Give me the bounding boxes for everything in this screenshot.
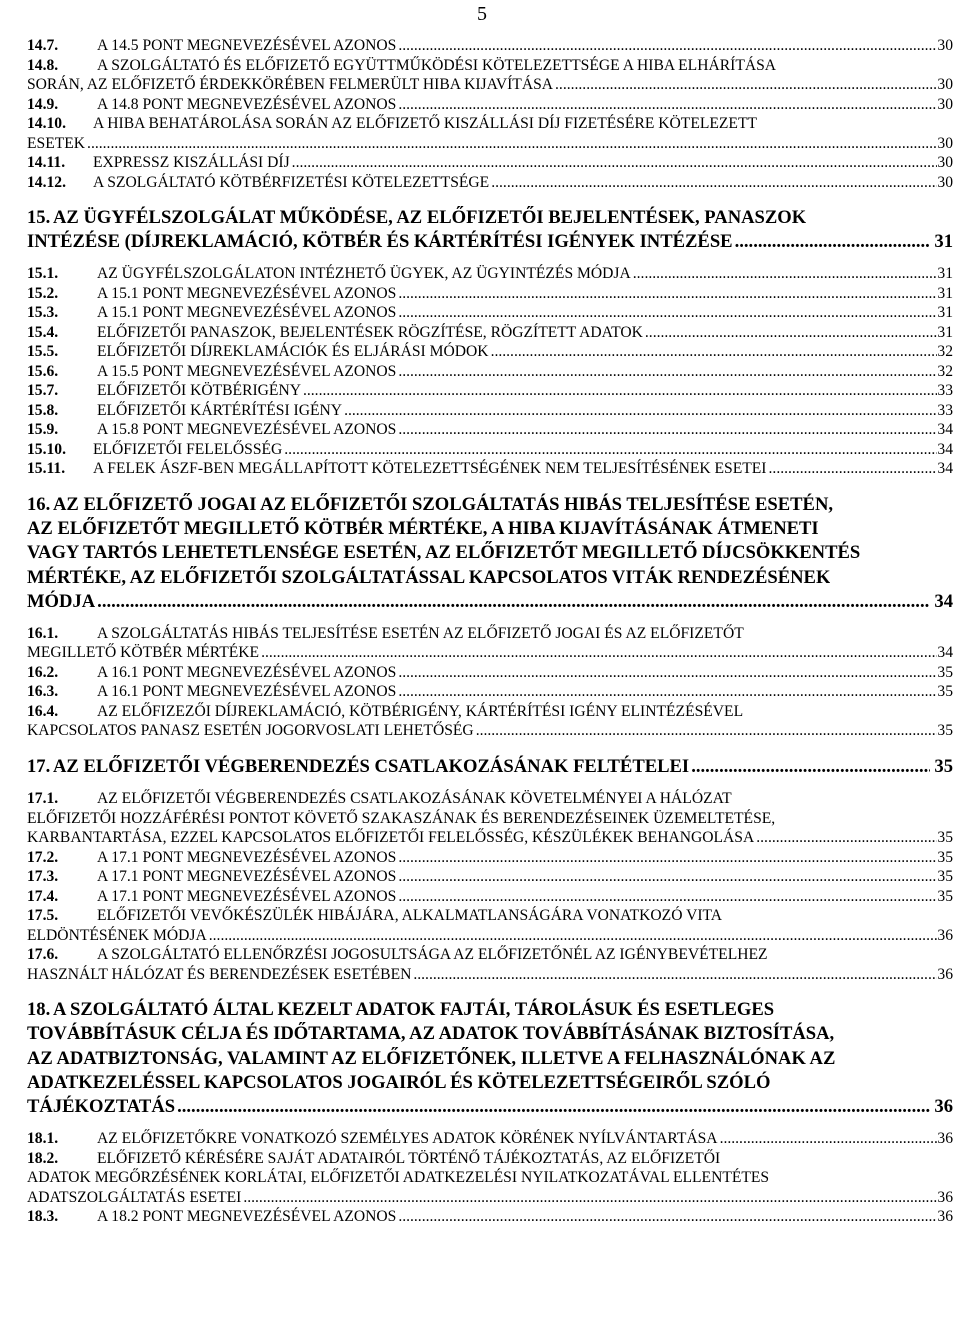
toc-entry-title: A 16.1 PONT MEGNEVEZÉSÉVEL AZONOS [97, 683, 397, 701]
toc-subsection-entry[interactable] [27, 459, 953, 479]
toc-entry-title: AZ ADATBIZTONSÁG, VALAMINT AZ ELŐFIZETŐNEK, ILLETVE A FELHASZNÁLÓNAK AZ [27, 1047, 836, 1069]
toc-entry-title: ESETEK [27, 134, 86, 152]
toc-page-number: 30 [937, 173, 953, 191]
toc-dot-leader [95, 590, 930, 614]
toc-page-number: 36 [934, 1095, 953, 1117]
toc-entry-number: 15.6. [27, 362, 59, 380]
toc-entry-number: 15.4. [27, 323, 59, 341]
toc-dot-leader [396, 663, 937, 683]
toc-entry-title: A 17.1 PONT MEGNEVEZÉSÉVEL AZONOS [97, 848, 397, 866]
toc-subsection-entry[interactable] [27, 153, 953, 173]
toc-page-number: 30 [937, 154, 953, 171]
toc-entry-number: 17.5. [27, 907, 59, 925]
toc-entry-title: A 17.1 PONT MEGNEVEZÉSÉVEL AZONOS [97, 868, 397, 886]
toc-dot-leader [396, 362, 937, 382]
toc-page-number: 36 [937, 965, 953, 983]
toc-page-number: 35 [937, 868, 953, 886]
toc-subsection-entry[interactable] [27, 114, 953, 153]
toc-page-number: 31 [937, 304, 953, 322]
toc-dot-leader [754, 828, 937, 848]
toc-entry-title: ELŐFIZETŐI FELELŐSSÉG [93, 440, 283, 458]
toc-dot-leader [396, 848, 937, 868]
toc-entry-title: MÓDJA [27, 590, 96, 612]
toc-dot-leader [396, 867, 937, 887]
toc-subsection-entry[interactable] [27, 682, 953, 702]
toc-page-number: 36 [937, 1208, 953, 1226]
toc-section-entry[interactable] [27, 998, 953, 1119]
toc-dot-leader [767, 459, 938, 479]
toc-entry-title: A SZOLGÁLTATÓ ÉS ELŐFIZETŐ EGYÜTTMŰKÖDÉSI KÖTELEZETTSÉGE A HIBA ELHÁRÍTÁSA [97, 56, 777, 74]
toc-subsection-entry[interactable] [27, 440, 953, 460]
toc-dot-leader [553, 75, 937, 95]
toc-dot-leader [396, 682, 937, 702]
toc-entry-number: 17.4. [27, 887, 59, 905]
toc-subsection-entry[interactable] [27, 945, 953, 984]
toc-entry-title: A FELEK ÁSZF-BEN MEGÁLLAPÍTOTT KÖTELEZETTSÉGÉNEK NEM TELJESÍTÉSÉNEK ESETEI [93, 460, 767, 478]
toc-page-number: 34 [937, 644, 953, 662]
toc-dot-leader [474, 721, 938, 741]
toc-page-number: 34 [934, 590, 953, 612]
toc-page-number: 32 [937, 343, 953, 361]
toc-entry-number: 14.8. [27, 56, 59, 74]
toc-entry-title: A 16.1 PONT MEGNEVEZÉSÉVEL AZONOS [97, 663, 397, 681]
toc-page-number: 36 [937, 1188, 953, 1206]
toc-entry-title: ELŐFIZETŐI DÍJREKLAMÁCIÓK ÉS ELJÁRÁSI MÓDOK [97, 343, 489, 361]
toc-page-number: 31 [934, 231, 953, 253]
toc-entry-title: MÉRTÉKE, AZ ELŐFIZETŐI SZOLGÁLTATÁSSAL KAPCSOLATOS VITÁK RENDEZÉSÉNEK [27, 566, 831, 588]
toc-page-number: 35 [937, 722, 953, 740]
toc-entry-title: ADATOK MEGŐRZÉSÉNEK KORLÁTAI, ELŐFIZETŐI ADATKEZELÉSI NYILATKOZATÁVAL ELLENTÉTES [27, 1169, 770, 1187]
toc-entry-number: 15.3. [27, 304, 59, 322]
toc-entry-title: ELŐFIZETŐI KÖTBÉRIGÉNY [97, 382, 301, 400]
toc-page-number: 31 [937, 265, 953, 283]
toc-entry-title: A SZOLGÁLTATÓ ÁLTAL KEZELT ADATOK FAJTÁI, TÁROLÁSUK ÉS ESETLEGES [53, 999, 775, 1021]
toc-subsection-entry[interactable] [27, 323, 953, 343]
toc-entry-title: ADATKEZELÉSSEL KAPCSOLATOS JOGAIRÓL ÉS KÖTELEZETTSÉGEIRŐL SZÓLÓ [27, 1071, 771, 1093]
toc-page-number: 30 [937, 134, 953, 152]
toc-subsection-entry[interactable] [27, 381, 953, 401]
toc-dot-leader [85, 134, 937, 154]
toc-entry-title: KAPCSOLATOS PANASZ ESETÉN JOGORVOSLATI LEHETŐSÉG [27, 722, 474, 740]
toc-subsection-entry[interactable] [27, 284, 953, 304]
toc-entry-title: ADATSZOLGÁLTATÁS ESETEI [27, 1188, 242, 1206]
toc-entry-title: A 14.5 PONT MEGNEVEZÉSÉVEL AZONOS [97, 37, 397, 54]
toc-page-number: 30 [937, 37, 953, 54]
toc-page-number: 35 [937, 829, 953, 847]
toc-entry-title: ELDÖNTÉSÉNEK MÓDJA [27, 926, 207, 944]
toc-dot-leader [396, 420, 937, 440]
toc-page-number: 33 [937, 401, 953, 419]
toc-page-number: 35 [937, 887, 953, 905]
toc-dot-leader [396, 303, 937, 323]
toc-entry-number: 16.2. [27, 663, 59, 681]
toc-entry-title: ELŐFIZETŐI PANASZOK, BEJELENTÉSEK RÖGZÍTÉSE, RÖGZÍTETT ADATOK [97, 323, 643, 341]
toc-dot-leader [396, 36, 937, 56]
toc-dot-leader [259, 643, 937, 663]
toc-section-entry[interactable] [27, 493, 953, 614]
toc-subsection-entry[interactable] [27, 264, 953, 284]
toc-page-number: 31 [937, 323, 953, 341]
toc-entry-number: 17.3. [27, 868, 59, 886]
toc-entry-number: 16.1. [27, 624, 59, 642]
toc-entry-number: 14.11. [27, 154, 66, 171]
toc-subsection-entry[interactable] [27, 342, 953, 362]
toc-page-number: 32 [937, 362, 953, 380]
toc-entry-number: 14.10. [27, 115, 66, 132]
toc-entry-title: A SZOLGÁLTATÓ KÖTBÉRFIZETÉSI KÖTELEZETTSÉGE [93, 173, 490, 191]
toc-entry-title: AZ ELŐFIZETŐI VÉGBERENDEZÉS CSATLAKOZÁSÁNAK KÖVETELMÉNYEI A HÁLÓZAT [97, 790, 732, 808]
toc-entry-number: 17.6. [27, 946, 59, 964]
toc-entry-number: 15.10. [27, 440, 66, 458]
toc-dot-leader [396, 1207, 937, 1227]
toc-entry-title: A 17.1 PONT MEGNEVEZÉSÉVEL AZONOS [97, 887, 397, 905]
toc-subsection-entry[interactable] [27, 1207, 953, 1227]
toc-subsection-entry[interactable] [27, 906, 953, 945]
toc-entry-title: SORÁN, AZ ELŐFIZETŐ ÉRDEKKÖRÉBEN FELMERÜLT HIBA KIJAVÍTÁSA [27, 76, 554, 93]
toc-entry-title: MEGILLETŐ KÖTBÉR MÉRTÉKE [27, 644, 260, 662]
toc-entry-title: ELŐFIZETŐI KÁRTÉRÍTÉSI IGÉNY [97, 401, 343, 419]
toc-page-number: 36 [937, 926, 953, 944]
toc-dot-leader [411, 965, 937, 985]
toc-entry-number: 16.4. [27, 702, 59, 720]
toc-entry-title: A 15.5 PONT MEGNEVEZÉSÉVEL AZONOS [97, 362, 397, 380]
toc-subsection-entry[interactable] [27, 95, 953, 115]
toc-entry-title: AZ ELŐFIZEZŐI DÍJREKLAMÁCIÓ, KÖTBÉRIGÉNY, KÁRTÉRÍTÉSI IGÉNY ELINTÉZÉSÉVEL [97, 702, 744, 720]
toc-entry-title: A 15.1 PONT MEGNEVEZÉSÉVEL AZONOS [97, 304, 397, 322]
toc-entry-number: 15.1. [27, 265, 59, 283]
toc-entry-title: AZ ELŐFIZETŐI VÉGBERENDEZÉS CSATLAKOZÁSÁNAK FELTÉTELEI [53, 755, 690, 777]
toc-entry-number: 14.9. [27, 95, 59, 113]
toc-subsection-entry[interactable] [27, 1149, 953, 1208]
toc-subsection-entry[interactable] [27, 867, 953, 887]
toc-page-number: 36 [937, 1130, 953, 1148]
toc-entry-number: 18. [27, 999, 51, 1021]
toc-entry-title: A 15.8 PONT MEGNEVEZÉSÉVEL AZONOS [97, 421, 397, 439]
toc-entry-number: 14.7. [27, 37, 59, 54]
toc-entry-title: HASZNÁLT HÁLÓZAT ÉS BERENDEZÉSEK ESETÉBEN [27, 965, 412, 983]
toc-subsection-entry[interactable] [27, 663, 953, 683]
toc-page-number: 34 [937, 421, 953, 439]
toc-entry-number: 15.11. [27, 460, 66, 478]
toc-dot-leader [489, 342, 938, 362]
toc-entry-title: KARBANTARTÁSA, EZZEL KAPCSOLATOS ELŐFIZETŐI FELELŐSSÉG, KÉSZÜLÉKEK BEHANGOLÁSA [27, 829, 755, 847]
toc-dot-leader [342, 401, 937, 421]
toc-entry-title: TOVÁBBÍTÁSUK CÉLJA ÉS IDŐTARTAMA, AZ ADATOK TOVÁBBÍTÁSÁNAK BIZTOSÍTÁSA, [27, 1023, 835, 1045]
toc-entry-title: A 15.1 PONT MEGNEVEZÉSÉVEL AZONOS [97, 284, 397, 302]
toc-section-entry[interactable] [27, 206, 953, 254]
toc-entry-number: 18.1. [27, 1130, 59, 1148]
toc-entry-title: A 18.2 PONT MEGNEVEZÉSÉVEL AZONOS [97, 1208, 397, 1226]
toc-page-number: 30 [937, 95, 953, 113]
page-number: 5 [477, 3, 487, 25]
toc-dot-leader [489, 173, 937, 193]
toc-entry-number: 15. [27, 207, 51, 228]
toc-entry-number: 16.3. [27, 683, 59, 701]
toc-entry-number: 15.9. [27, 421, 59, 439]
toc-dot-leader [396, 887, 937, 907]
toc-entry-title: AZ ÜGYFÉLSZOLGÁLAT MŰKÖDÉSE, AZ ELŐFIZETŐI BEJELENTÉSEK, PANASZOK [53, 207, 807, 228]
toc-dot-leader [207, 926, 938, 946]
toc-subsection-entry[interactable] [27, 789, 953, 848]
toc-entry-title: ELŐFIZETŐI VEVŐKÉSZÜLÉK HIBÁJÁRA, ALKALMATLANSÁGÁRA VONATKOZÓ VITA [97, 907, 723, 925]
toc-subsection-entry[interactable] [27, 848, 953, 868]
toc-page-number: 35 [937, 848, 953, 866]
toc-entry-number: 17.2. [27, 848, 59, 866]
toc-subsection-entry[interactable] [27, 702, 953, 741]
toc-entry-number: 18.2. [27, 1149, 59, 1167]
toc-entry-title: AZ ELŐFIZETŐ JOGAI AZ ELŐFIZETŐI SZOLGÁLTATÁS HIBÁS TELJESÍTÉSE ESETÉN, [53, 493, 834, 515]
toc-entry-number: 17. [27, 755, 51, 777]
toc-entry-number: 18.3. [27, 1208, 59, 1226]
table-of-contents [27, 36, 953, 1227]
toc-entry-title: TÁJÉKOZTATÁS [27, 1095, 176, 1117]
toc-dot-leader [290, 153, 938, 173]
toc-entry-title: A SZOLGÁLTATÁS HIBÁS TELJESÍTÉSE ESETÉN AZ ELŐFIZETŐ JOGAI ÉS AZ ELŐFIZETŐT [97, 624, 744, 642]
toc-page-number: 33 [937, 382, 953, 400]
toc-subsection-entry[interactable] [27, 36, 953, 56]
toc-page-number: 35 [937, 683, 953, 701]
toc-entry-title: AZ ELŐFIZETŐKRE VONATKOZÓ SZEMÉLYES ADATOK KÖRÉNEK NYÍLVÁNTARTÁSA [97, 1130, 718, 1148]
toc-entry-title: EXPRESSZ KISZÁLLÁSI DÍJ [93, 154, 290, 171]
toc-entry-title: INTÉZÉSE (DÍJREKLAMÁCIÓ, KÖTBÉR ÉS KÁRTÉRÍTÉSI IGÉNYEK INTÉZÉSE [27, 231, 733, 253]
toc-subsection-entry[interactable] [27, 624, 953, 663]
toc-page-number: 35 [937, 663, 953, 681]
toc-dot-leader [175, 1095, 930, 1119]
toc-dot-leader [689, 755, 930, 779]
toc-page-number: 30 [937, 76, 953, 93]
toc-entry-title: ELŐFIZETŐ KÉRÉSÉRE SAJÁT ADATAIRÓL TÖRTÉNŐ TÁJÉKOZTATÁS, AZ ELŐFIZETŐI [97, 1149, 721, 1167]
toc-entry-number: 16. [27, 493, 51, 515]
toc-entry-number: 15.2. [27, 284, 59, 302]
toc-entry-title: A SZOLGÁLTATÓ ELLENŐRZÉSI JOGOSULTSÁGA AZ ELŐFIZETŐNÉL AZ IGÉNYBEVÉTELHEZ [97, 946, 768, 964]
toc-entry-title: AZ ÜGYFÉLSZOLGÁLATON INTÉZHETŐ ÜGYEK, AZ ÜGYINTÉZÉS MÓDJA [97, 265, 631, 283]
toc-page-number: 35 [934, 755, 953, 777]
toc-section-entry[interactable] [27, 755, 953, 779]
toc-dot-leader [396, 95, 937, 115]
toc-entry-title: AZ ELŐFIZETŐT MEGILLETŐ KÖTBÉR MÉRTÉKE, A HIBA KIJAVÍTÁSÁNAK ÁTMENETI [27, 518, 819, 540]
toc-subsection-entry[interactable] [27, 1129, 953, 1149]
toc-dot-leader [396, 284, 937, 304]
toc-subsection-entry[interactable] [27, 420, 953, 440]
toc-entry-title: A HIBA BEHATÁROLÁSA SORÁN AZ ELŐFIZETŐ KISZÁLLÁSI DÍJ FIZETÉSÉRE KÖTELEZETT [93, 115, 757, 132]
toc-dot-leader [718, 1129, 938, 1149]
toc-dot-leader [631, 264, 938, 284]
toc-page-number: 34 [937, 440, 953, 458]
toc-entry-number: 15.5. [27, 343, 59, 361]
toc-page-number: 31 [937, 284, 953, 302]
toc-entry-title: ELŐFIZETŐI HOZZÁFÉRÉSI PONTOT KÖVETŐ SZAKASZÁNAK ÉS BERENDEZÉSEINEK ÜZEMELTETÉSE, [27, 809, 776, 827]
toc-entry-number: 14.12. [27, 173, 66, 191]
toc-entry-title: A 14.8 PONT MEGNEVEZÉSÉVEL AZONOS [97, 95, 397, 113]
toc-entry-number: 15.8. [27, 401, 59, 419]
toc-entry-number: 17.1. [27, 790, 59, 808]
toc-dot-leader [733, 230, 931, 254]
toc-subsection-entry[interactable] [27, 362, 953, 382]
toc-subsection-entry[interactable] [27, 173, 953, 193]
toc-subsection-entry[interactable] [27, 401, 953, 421]
toc-dot-leader [241, 1188, 937, 1208]
toc-dot-leader [301, 381, 937, 401]
toc-subsection-entry[interactable] [27, 56, 953, 95]
toc-entry-title: VAGY TARTÓS LEHETETLENSÉGE ESETÉN, AZ ELŐFIZETŐT MEGILLETŐ DÍJCSÖKKENTÉS [27, 542, 861, 564]
toc-subsection-entry[interactable] [27, 887, 953, 907]
toc-entry-number: 15.7. [27, 382, 59, 400]
toc-dot-leader [643, 323, 938, 343]
toc-page-number: 34 [937, 460, 953, 478]
toc-dot-leader [282, 440, 937, 460]
toc-subsection-entry[interactable] [27, 303, 953, 323]
